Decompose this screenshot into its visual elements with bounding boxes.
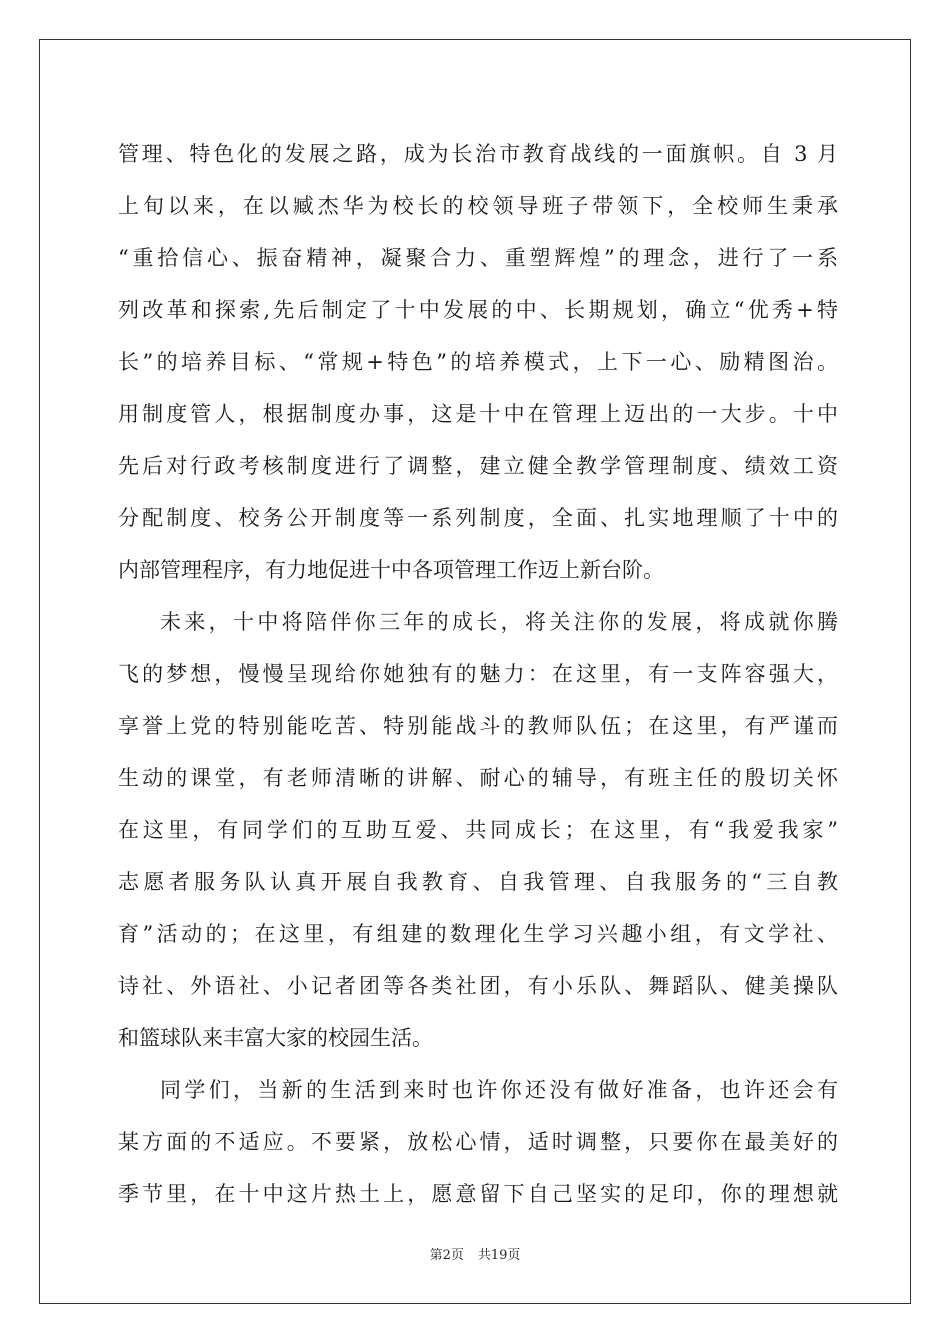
text-line: 和篮球队来丰富大家的校园生活。 — [118, 1026, 433, 1050]
text-line: 上旬以来，在以臧杰华为校长的校领导班子带领下，全校师生秉承 — [118, 194, 838, 218]
text-line: 生动的课堂，有老师清晰的讲解、耐心的辅导，有班主任的殷切关怀 — [118, 766, 838, 790]
text-line: 诗社、外语社、小记者团等各类社团，有小乐队、舞蹈队、健美操队 — [118, 974, 838, 998]
text-line: 同学们，当新的生活到来时也许你还没有做好准备，也许还会有 — [160, 1078, 838, 1102]
text-line: 某方面的不适应。不要紧，放松心情，适时调整，只要你在最美好的 — [118, 1130, 838, 1154]
current-page-number: 第2页 — [429, 1248, 464, 1263]
text-line: 季节里，在十中这片热土上，愿意留下自己坚实的足印，你的理想就 — [118, 1182, 838, 1206]
text-line: “重拾信心、振奋精神，凝聚合力、重塑辉煌”的理念，进行了一系 — [118, 246, 838, 270]
text-line: 未来，十中将陪伴你三年的成长，将关注你的发展，将成就你腾 — [160, 610, 838, 634]
document-body — [118, 128, 838, 1220]
text-line: 用制度管人，根据制度办事，这是十中在管理上迈出的一大步。十中 — [118, 402, 838, 426]
text-line: 分配制度、校务公开制度等一系列制度，全面、扎实地理顺了十中的 — [118, 506, 838, 530]
text-line: 飞的梦想，慢慢呈现给你她独有的魅力：在这里，有一支阵容强大， — [118, 662, 838, 686]
text-line: 育”活动的；在这里，有组建的数理化生学习兴趣小组，有文学社、 — [118, 922, 838, 946]
total-pages: 共19页 — [477, 1248, 521, 1263]
page-footer — [0, 1244, 950, 1263]
text-line: 享誉上党的特别能吃苦、特别能战斗的教师队伍；在这里，有严谨而 — [118, 714, 838, 738]
text-line: 志愿者服务队认真开展自我教育、自我管理、自我服务的“三自教 — [118, 870, 838, 894]
text-line: 长”的培养目标、“常规+特色”的培养模式，上下一心、励精图治。 — [118, 350, 838, 374]
text-line: 内部管理程序，有力地促进十中各项管理工作迈上新台阶。 — [118, 558, 664, 582]
text-line: 在这里，有同学们的互助互爱、共同成长；在这里，有“我爱我家” — [118, 818, 838, 842]
text-line: 列改革和探索,先后制定了十中发展的中、长期规划，确立“优秀+特 — [118, 298, 838, 322]
text-line: 管理、特色化的发展之路，成为长治市教育战线的一面旗帜。自 3 月 — [118, 142, 838, 166]
text-line: 先后对行政考核制度进行了调整，建立健全教学管理制度、绩效工资 — [118, 454, 838, 478]
